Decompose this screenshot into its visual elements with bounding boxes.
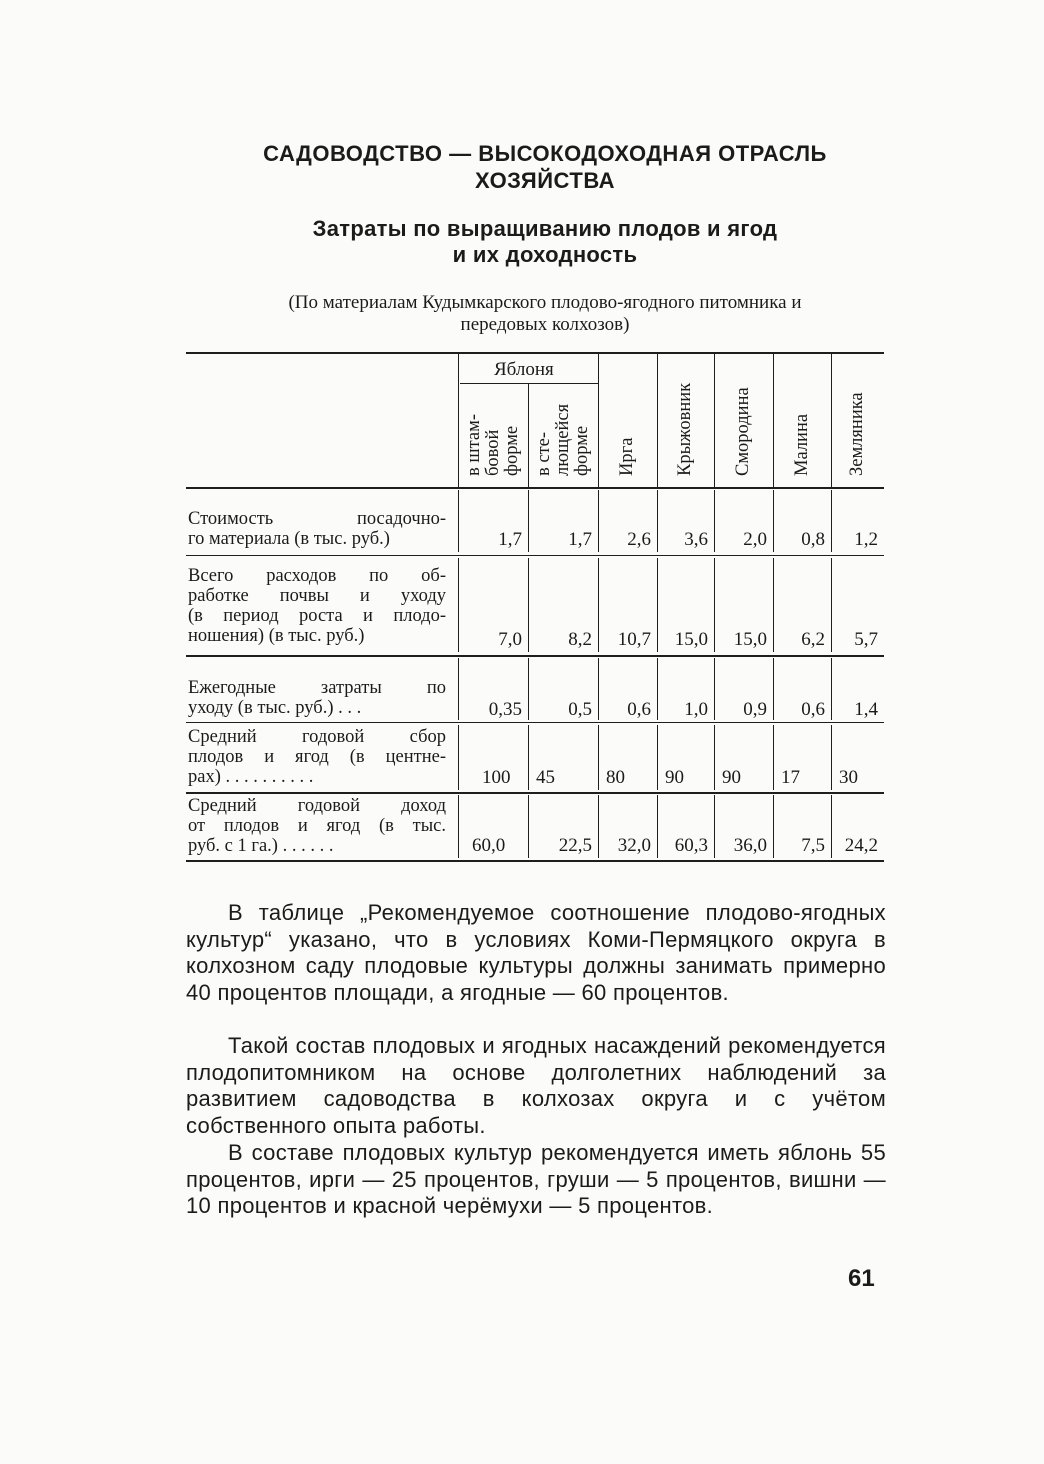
column-rule-1-header: [458, 354, 459, 487]
paragraph-1: В таблице „Рекомендуемое соотношение плодово-ягодных культур“ указано, что в условиях Коми-Пермяцкого округа в колхозном саду плодовые культуры должны занимать примерно 40 процентов площади, а ягодные — 60 процентов.: [186, 900, 886, 1005]
heading-line-1: САДОВОДСТВО — ВЫСОКОДОХОДНАЯ ОТРАСЛЬ: [263, 141, 827, 166]
column-rule-3-row-1: [598, 490, 599, 552]
value-r5-c5: 36,0: [733, 835, 767, 856]
value-r4-c6: 17: [781, 767, 800, 788]
value-r3-c4: 1,0: [684, 699, 708, 720]
column-rule-1-row-3: [458, 658, 459, 720]
value-r3-c2: 0,5: [568, 699, 592, 720]
page-number: 61: [848, 1265, 875, 1292]
column-rule-5-row-3: [714, 658, 715, 720]
column-rule-2-row-2: [528, 558, 529, 652]
value-r5-c6: 7,5: [801, 835, 825, 856]
value-r4-c3: 80: [606, 767, 625, 788]
column-header-1: в штам- бовой форме: [463, 414, 522, 476]
column-rule-2-row-4: [528, 725, 529, 790]
apple-group-rule: [460, 383, 598, 384]
value-r5-c1: 60,0: [472, 835, 506, 856]
value-r3-c5: 0,9: [743, 699, 767, 720]
column-rule-5-row-1: [714, 490, 715, 552]
column-rule-5-row-4: [714, 725, 715, 790]
paragraph-2: Такой состав плодовых и ягодных насаждений рекомендуется плодопитомником на основе долголетних наблюдений за развитием садоводства в колхозах округа и с учётом собственного опыта работы.: [186, 1033, 886, 1138]
column-rule-4-header: [657, 354, 658, 487]
column-rule-4-row-2: [657, 558, 658, 652]
value-r2-c1: 7,0: [498, 629, 522, 650]
value-r2-c3: 10,7: [617, 629, 651, 650]
column-rule-6-row-5: [773, 795, 774, 858]
value-r5-c4: 60,3: [674, 835, 708, 856]
column-header-4: Крыжовник: [675, 382, 695, 476]
column-rule-7-row-3: [831, 658, 832, 720]
value-r2-c6: 6,2: [801, 629, 825, 650]
value-r1-c5: 2,0: [743, 529, 767, 550]
column-rule-6-header: [773, 354, 774, 487]
heading-line-2: ХОЗЯЙСТВА: [474, 168, 616, 193]
value-r1-c7: 1,2: [854, 529, 878, 550]
value-r1-c2: 1,7: [568, 529, 592, 550]
column-rule-7-row-4: [831, 725, 832, 790]
column-rule-4-row-4: [657, 725, 658, 790]
column-rule-5-header: [714, 354, 715, 487]
value-r5-c3: 32,0: [617, 835, 651, 856]
column-rule-7-row-5: [831, 795, 832, 858]
column-header-2: в сте- лющейся форме: [533, 403, 592, 476]
value-r3-c7: 1,4: [854, 699, 878, 720]
subtitle-line-1: (По материалам Кудымкарского плодово-ягодного питомника и: [288, 292, 802, 313]
column-rule-7-row-1: [831, 490, 832, 552]
value-r4-c5: 90: [722, 767, 741, 788]
row-rule-4: [186, 792, 884, 794]
column-rule-3-header: [598, 354, 599, 487]
value-r2-c2: 8,2: [568, 629, 592, 650]
value-r1-c1: 1,7: [498, 529, 522, 550]
table-title-line-1: Затраты по выращиванию плодов и ягод: [312, 216, 778, 241]
column-rule-1-row-4: [458, 725, 459, 790]
column-header-5: Смородина: [733, 387, 753, 476]
value-r3-c1: 0,35: [488, 699, 522, 720]
value-r4-c4: 90: [665, 767, 684, 788]
subtitle-line-2: передовых колхозов): [460, 314, 630, 335]
column-rule-3-row-5: [598, 795, 599, 858]
value-r1-c6: 0,8: [801, 529, 825, 550]
value-r1-c3: 2,6: [627, 529, 651, 550]
column-header-6: Малина: [791, 413, 812, 476]
table-title-line-2: и их доходность: [452, 242, 638, 267]
column-rule-5-row-5: [714, 795, 715, 858]
column-rule-1-row-1: [458, 490, 459, 552]
column-rule-2-row-5: [528, 795, 529, 858]
row-label-2: Всего расходов по об- работке почвы и уходу (в период роста и плодо- ношения) (в тыс. руб.): [188, 566, 446, 646]
column-rule-6-row-4: [773, 725, 774, 790]
value-r5-c7: 24,2: [844, 835, 878, 856]
row-label-4: Средний годовой сбор плодов и ягод (в центне- рах) . . . . . . . . . .: [188, 727, 446, 787]
row-label-3: Ежегодные затраты по уходу (в тыс. руб.) . . .: [188, 678, 446, 718]
value-r2-c4: 15,0: [674, 629, 708, 650]
column-rule-6-row-1: [773, 490, 774, 552]
column-rule-3-row-3: [598, 658, 599, 720]
column-rule-4-row-5: [657, 795, 658, 858]
column-rule-4-row-1: [657, 490, 658, 552]
header-bottom-rule: [186, 487, 884, 489]
column-rule-6-row-2: [773, 558, 774, 652]
column-rule-1-row-5: [458, 795, 459, 858]
row-rule-2: [186, 655, 884, 657]
value-r3-c6: 0,6: [801, 699, 825, 720]
table-bottom-rule: [186, 860, 884, 862]
column-rule-5-row-2: [714, 558, 715, 652]
value-r4-c2: 45: [536, 767, 555, 788]
table-top-rule: [186, 352, 884, 354]
column-rule-2-row-3: [528, 658, 529, 720]
column-rule-3-row-2: [598, 558, 599, 652]
column-rule-6-row-3: [773, 658, 774, 720]
column-rule-2-row-1: [528, 490, 529, 552]
row-rule-1: [186, 555, 884, 556]
value-r3-c3: 0,6: [627, 699, 651, 720]
row-label-5: Средний годовой доход от плодов и ягод (в тыс. руб. с 1 га.) . . . . . .: [188, 796, 446, 856]
value-r5-c2: 22,5: [558, 835, 592, 856]
column-rule-3-row-4: [598, 725, 599, 790]
value-r4-c1: 100: [482, 767, 511, 788]
row-rule-3: [186, 722, 884, 723]
row-label-1: Стоимость посадочно- го материала (в тыс. руб.): [188, 509, 446, 549]
apple-group-header: Яблоня: [494, 359, 554, 380]
column-rule-7-header: [831, 354, 832, 487]
column-rule-7-row-2: [831, 558, 832, 652]
value-r4-c7: 30: [839, 767, 858, 788]
value-r2-c7: 5,7: [854, 629, 878, 650]
column-rule-1-row-2: [458, 558, 459, 652]
column-header-3: Ирга: [617, 437, 637, 476]
column-rule-4-row-3: [657, 658, 658, 720]
value-r1-c4: 3,6: [684, 529, 708, 550]
paragraph-3: В составе плодовых культур рекомендуется иметь яблонь 55 процентов, ирги — 25 процентов, груши — 5 процентов, вишни — 10 процентов и красной черёмухи — 5 процентов.: [186, 1140, 886, 1218]
column-rule-2-header: [528, 383, 529, 487]
value-r2-c5: 15,0: [733, 629, 767, 650]
column-header-7: Земляника: [847, 392, 867, 476]
